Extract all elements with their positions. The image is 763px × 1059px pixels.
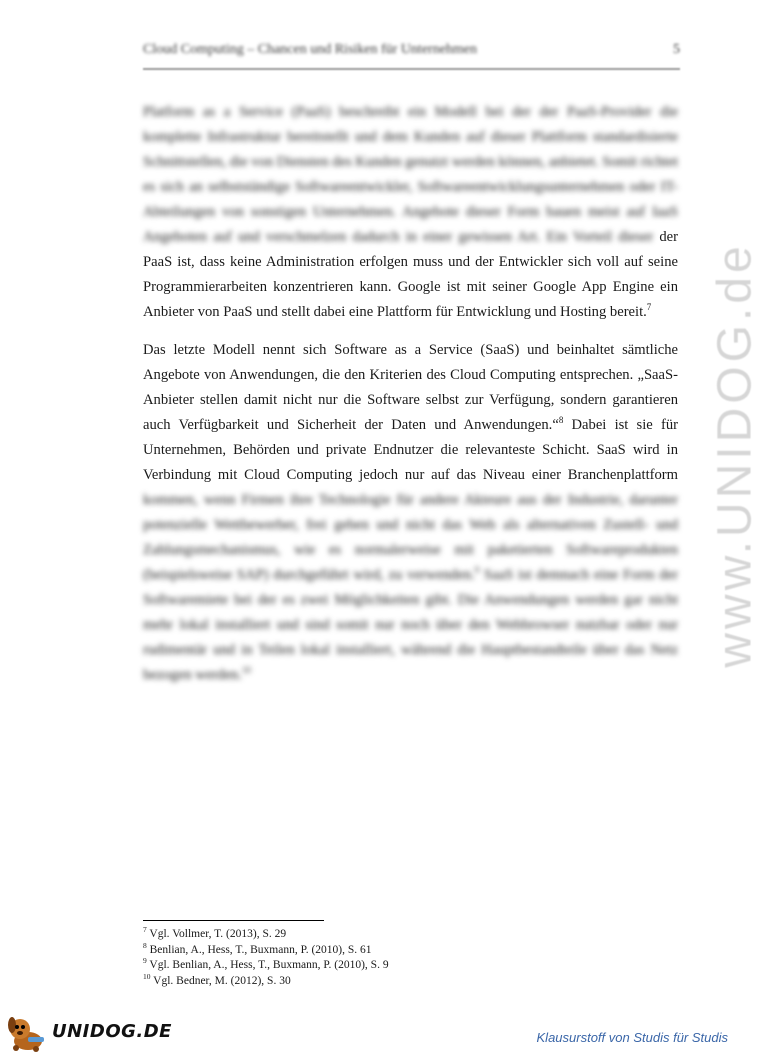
footnote-item: $^9$ Vgl. Benlian, A., Hess, T., Buxmann, P. (2010), S. 9 bbox=[143, 956, 389, 971]
footnote-ref: 7 bbox=[646, 302, 652, 313]
footnote-item: $^7$ Vgl. Vollmer, T. (2013), S. 29 bbox=[143, 925, 287, 940]
blurred-text: kommen, wenn Firmen ihre Technologie für andere Akteure aus der Industrie, darunter potenzielle Wettbewerber, frei geben und nicht das Web als alternativen Zustell- und Zahlungsmechanismus, wie es normalerweise mit paketierten Softwareprodukten (beispielsweise SAP) durchgeführt wird, zu verwenden.$^9$ SaaS ist demnach eine Form der Softwaremiete bei der es zwei Möglichkeiten gibt. Die Anwendungen werden gar nicht mehr lokal installiert und sind somit nur noch über den Webbrowser nutzbar oder nur rudimentär und in Teilen lokal installiert, während die Hauptbestandteile über das Netz bezogen werden.$^{10}$ bbox=[143, 492, 678, 683]
page-number: 5 bbox=[673, 42, 680, 57]
footnote-separator bbox=[143, 920, 324, 921]
footer-tagline: Klausurstoff von Studis für Studis bbox=[536, 1030, 728, 1045]
document-body bbox=[143, 100, 678, 688]
paragraph-paas bbox=[143, 100, 678, 325]
paragraph-saas bbox=[143, 338, 678, 688]
page-header bbox=[143, 42, 680, 64]
paragraph-text: Das letzte Modell nennt sich Software as a Service (SaaS) und beinhaltet sämtliche Angebote von Anwendungen, die den Kriterien des Cloud Computing entsprechen. „SaaS-Anbieter stellen damit nicht nur die Software selbst zur Verfügung, sondern garantieren auch Verfügbarkeit und Sicherheit der Daten und Anwendungen.“ bbox=[143, 342, 678, 433]
footnote-item: $^{10}$ Vgl. Bedner, M. (2012), S. 30 bbox=[143, 971, 291, 987]
footnote-ref: 8 bbox=[558, 415, 564, 426]
paragraph-text: der PaaS ist, dass keine Administration erfolgen muss und der Entwickler sich voll auf seine Programmierarbeiten konzentrieren kann. Google ist mit seiner Google App Engine ein Anbieter von PaaS und stellt dabei eine Plattform für Entwicklung und Hosting bereit. bbox=[143, 229, 678, 320]
unidog-logo bbox=[6, 1013, 172, 1053]
paragraph-text: Dabei ist sie für Unternehmen, Behörden und private Endnutzer die relevanteste Schicht. SaaS wird in Verbindung mit Cloud Computing jedoch nur auf das Niveau einer Branchenplattform bbox=[143, 417, 678, 483]
blurred-text: Platform as a Service (PaaS) beschreibt ein Modell bei der der PaaS-Provider die komplette Infrastruktur bereitstellt und dem Kunden auf dieser Plattform standardisierte Schnittstellen, die von Diensten des Kunden genutzt werden können, anbietet. Somit richtet es sich an selbstständige Softwareentwickler, Softwareentwicklungsunternehmen oder IT-Abteilungen von sonstigen Unternehmen. Angebote dieser Form bauen meist auf IaaS Angeboten auf und verschmelzen dadurch in einer gewissen Art. Ein Vorteil dieser bbox=[143, 104, 678, 245]
dog-mascot-icon bbox=[6, 1013, 50, 1053]
paragraph-gap bbox=[143, 325, 678, 338]
logo-text: UNIDOG.DE bbox=[52, 1021, 172, 1042]
header-rule bbox=[143, 68, 680, 70]
footnotes bbox=[143, 927, 389, 989]
header-title: Cloud Computing – Chancen und Risiken für Unternehmen bbox=[143, 42, 478, 57]
watermark: www.UNIDOG.de bbox=[708, 242, 762, 668]
footnote-item: $^8$ Benlian, A., Hess, T., Buxmann, P. (2010), S. 61 bbox=[143, 940, 372, 956]
